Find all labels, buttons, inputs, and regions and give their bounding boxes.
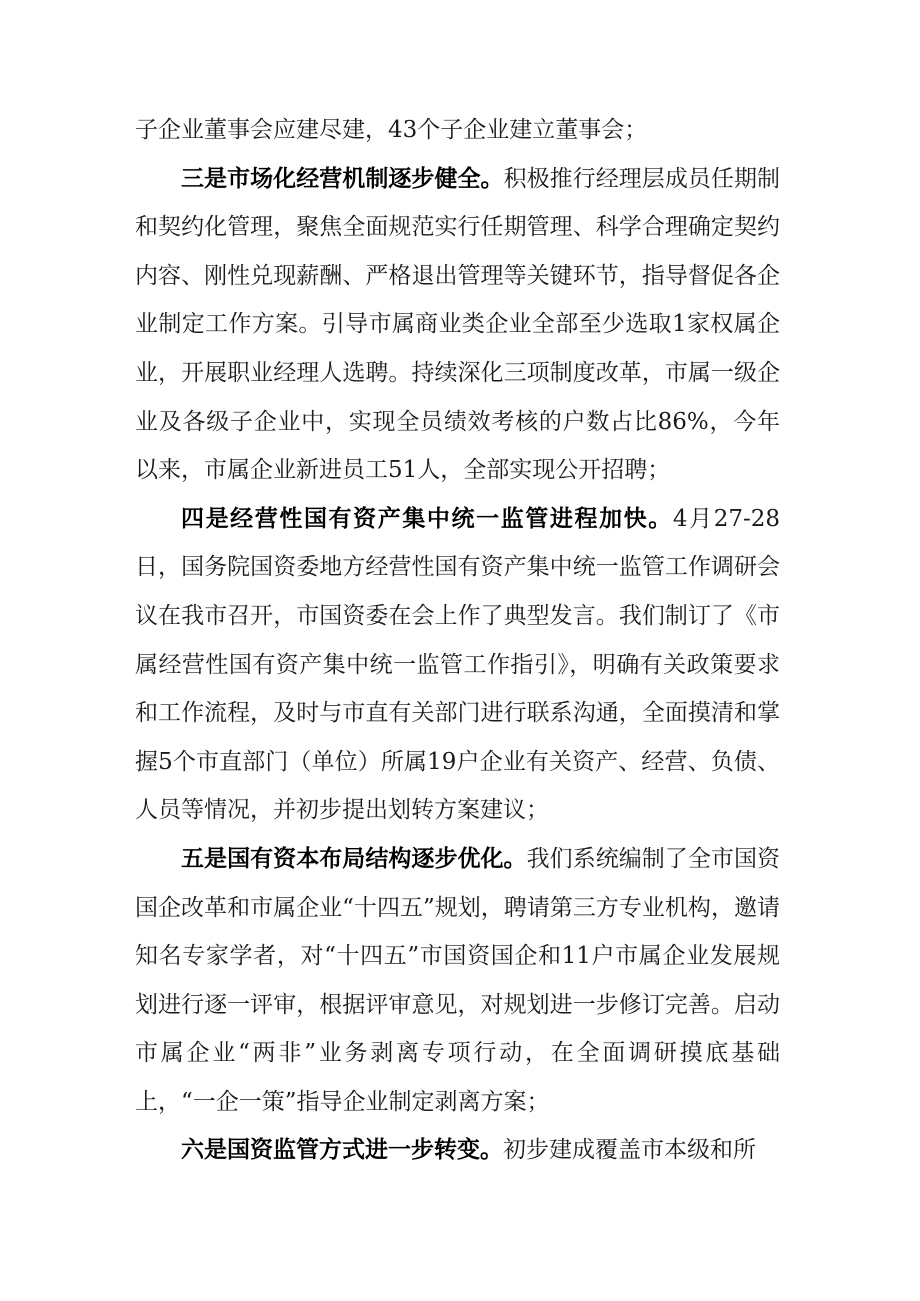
paragraph-heading: 六是国资监管方式进一步转变。 [181,1136,503,1164]
paragraph-capital-layout [135,835,780,1127]
paragraph-market-mechanism [135,155,780,495]
paragraph-heading: 三是市场化经营机制逐步健全。 [181,164,504,192]
paragraph-heading: 四是经营性国有资产集中统一监管进程加快。 [181,504,673,532]
paragraph-supervision-mode [135,1126,780,1175]
paragraph-text: 积极推行经理层成员任期制和契约化管理，聚焦全面规范实行任期管理、科学合理确定契约内容、刚性兑现薪酬、严格退出管理等关键环节，指导督促各企业制定工作方案。引导市属商业类企业全部至少选取1家权属企业，开展职业经理人选聘。持续深化三项制度改革，市属一级企业及各级子企业中，实现全员绩效考核的户数占比86%，今年以来，市属企业新进员工51人，全部实现公开招聘； [135,165,781,484]
paragraph-text: 4月27-28日，国务院国资委地方经营性国有资产集中统一监管工作调研会议在我市召开，市国资委在会上作了典型发言。我们制订了《市属经营性国有资产集中统一监管工作指引》，明确有关政策要求和工作流程，及时与市直有关部门进行联系沟通，全面摸清和掌握5个市直部门（单位）所属19户企业有关资产、经营、负债、人员等情况，并初步提出划转方案建议； [135,505,780,824]
paragraph-state-assets-supervision [135,495,780,835]
document-body [135,106,780,1175]
paragraph-text: 我们系统编制了全市国资国企改革和市属企业“十四五”规划，聘请第三方专业机构，邀请知名专家学者，对“十四五”市国资国企和11户市属企业发展规划进行逐一评审，根据评审意见，对规划进一步修订完善。启动市属企业“两非”业务剥离专项行动，在全面调研摸底基础上，“一企一策”指导企业制定剥离方案； [135,845,781,1115]
paragraph-text: 子企业董事会应建尽建，43个子企业建立董事会； [135,117,648,143]
paragraph-text: 初步建成覆盖市本级和所 [503,1137,756,1164]
paragraph-heading: 五是国有资本布局结构逐步优化。 [181,844,527,872]
paragraph-continuation [135,106,780,155]
